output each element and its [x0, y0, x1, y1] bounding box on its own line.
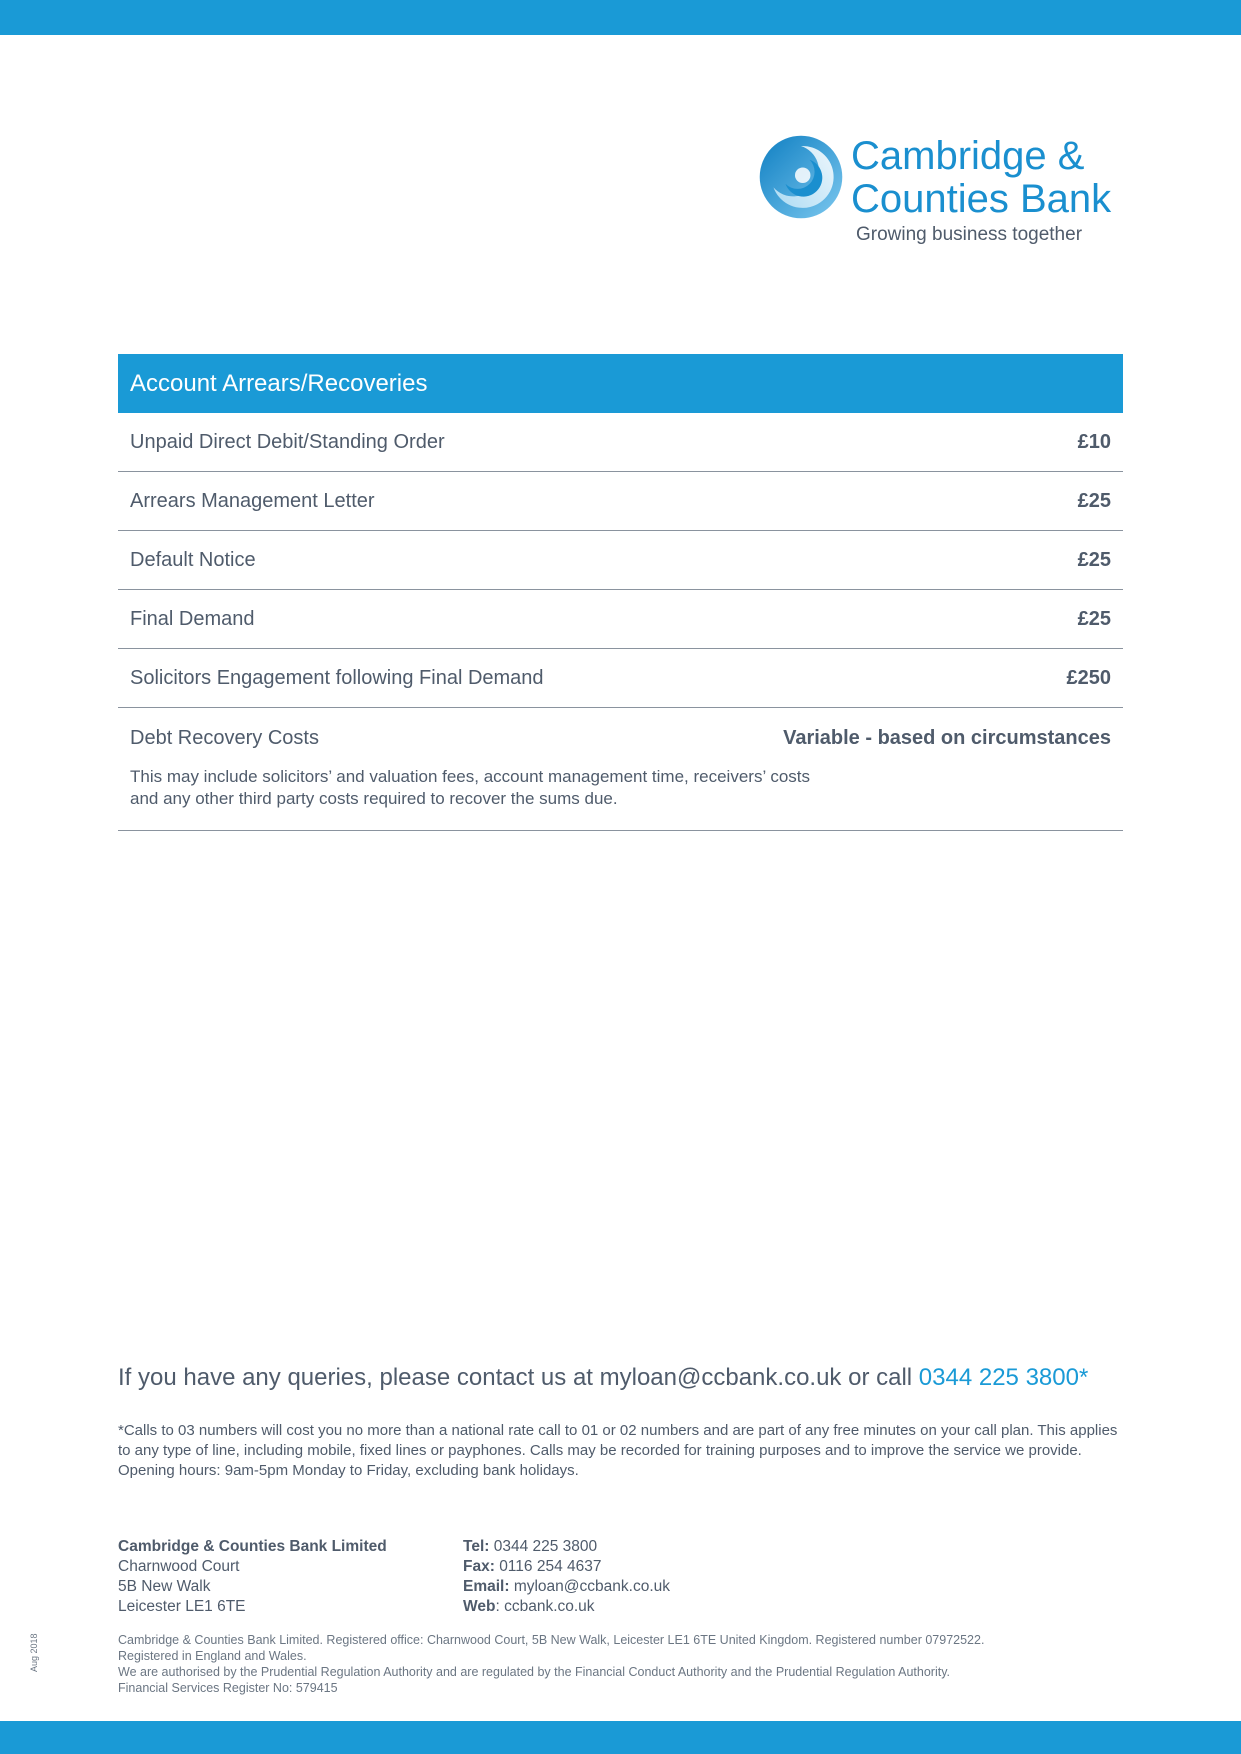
web-label: Web	[463, 1598, 496, 1615]
email-link[interactable]: myloan@ccbank.co.uk	[513, 1578, 670, 1595]
legal-line: We are authorised by the Prudential Regulation Authority and are regulated by the Financial Conduct Authority and the Prudential Regulation Authority.	[118, 1665, 951, 1679]
brand-name-line1: Cambridge &	[851, 134, 1085, 178]
table-row	[118, 472, 1123, 531]
fees-table-title: Account Arrears/Recoveries	[118, 354, 1123, 413]
brand-name-line2: Counties Bank	[851, 177, 1112, 221]
legal-text	[118, 1632, 1128, 1696]
bottom-bar	[0, 1721, 1241, 1754]
company-address	[118, 1537, 387, 1617]
fax-label: Fax:	[463, 1558, 495, 1575]
contact-tel	[463, 1537, 670, 1557]
legal-line: Cambridge & Counties Bank Limited. Registered office: Charnwood Court, 5B New Walk, Leicester LE1 6TE United Kingdom. Registered number 07972522.	[118, 1633, 985, 1647]
table-row	[118, 531, 1123, 590]
table-row	[118, 649, 1123, 708]
debt-recovery-note: This may include solicitors’ and valuation fees, account management time, receivers’ costs and any other third party costs required to recover the sums due.	[130, 767, 810, 808]
contact-query	[118, 1364, 1088, 1392]
fee-amount: £25	[1077, 548, 1111, 571]
fee-amount: £250	[1066, 666, 1111, 689]
calls-note: *Calls to 03 numbers will cost you no more than a national rate call to 01 or 02 numbers and are part of any free minutes on your call plan. This applies to any type of line, including mobile, fixed lines or payphones. Calls may be recorded for training purposes and to improve the service we provide. Opening hours: 9am-5pm Monday to Friday, excluding bank holidays.	[118, 1422, 1118, 1479]
tel-label: Tel:	[463, 1538, 490, 1555]
table-row-debt-recovery	[118, 708, 1123, 831]
company-name: Cambridge & Counties Bank Limited	[118, 1538, 387, 1555]
fee-label: Solicitors Engagement following Final Demand	[130, 666, 544, 689]
tel-value[interactable]: 0344 225 3800	[493, 1538, 598, 1555]
top-bar	[0, 0, 1241, 35]
email-label: Email:	[463, 1578, 510, 1595]
table-row	[118, 590, 1123, 649]
address-line: Charnwood Court	[118, 1558, 240, 1575]
address-line: Leicester LE1 6TE	[118, 1598, 246, 1615]
table-row	[118, 413, 1123, 472]
fee-label: Arrears Management Letter	[130, 489, 375, 512]
fee-amount: Variable - based on circumstances	[783, 727, 1111, 749]
contact-email	[463, 1577, 670, 1597]
brand-tagline: Growing business together	[856, 224, 1083, 245]
address-line: 5B New Walk	[118, 1578, 211, 1595]
legal-line: Registered in England and Wales.	[118, 1649, 307, 1663]
fee-amount: £10	[1077, 430, 1111, 453]
contact-details	[463, 1537, 670, 1617]
fee-label: Default Notice	[130, 548, 256, 571]
document-date-tag: Aug 2018	[29, 1633, 39, 1672]
contact-fax	[463, 1557, 670, 1577]
fee-amount: £25	[1077, 607, 1111, 630]
fax-value: 0116 254 4637	[499, 1558, 602, 1575]
fee-label: Debt Recovery Costs	[130, 727, 319, 749]
contact-query-text: If you have any queries, please contact us at myloan@ccbank.co.uk or call	[118, 1364, 919, 1391]
contact-web: Web: ccbank.co.uk	[463, 1598, 595, 1615]
fees-table	[118, 354, 1123, 831]
swirl-logo-icon	[758, 134, 844, 220]
contact-phone-link[interactable]: 0344 225 3800*	[918, 1364, 1089, 1391]
fee-label: Unpaid Direct Debit/Standing Order	[130, 430, 445, 453]
brand-logo	[758, 132, 1128, 252]
fee-amount: £25	[1077, 489, 1111, 512]
fee-label: Final Demand	[130, 607, 255, 630]
legal-line: Financial Services Register No: 579415	[118, 1681, 338, 1695]
web-link[interactable]: ccbank.co.uk	[504, 1598, 595, 1615]
